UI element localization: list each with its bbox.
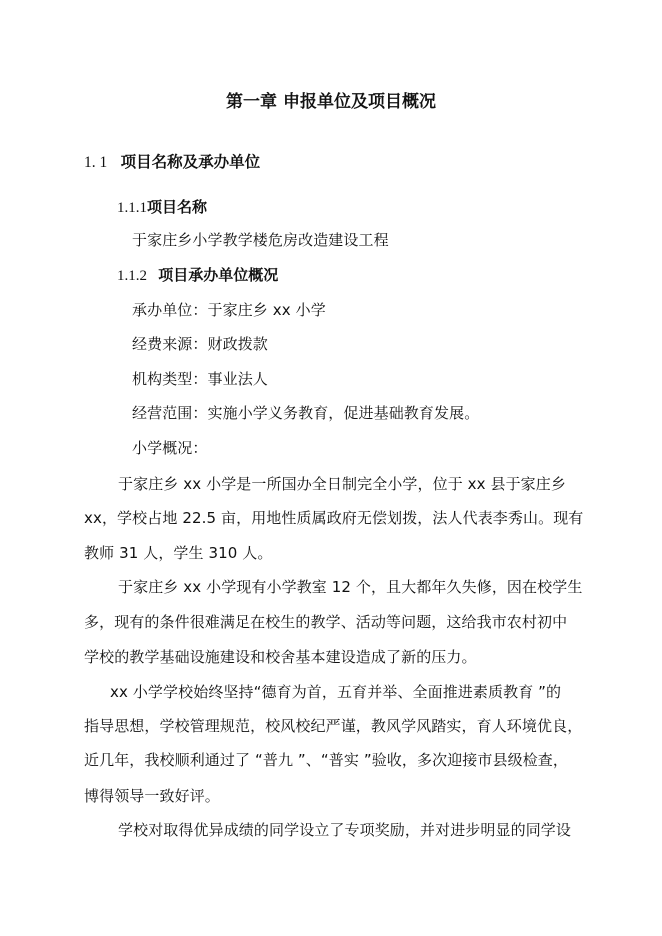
subsection-1-1-2-heading: [117, 268, 278, 284]
paragraph-4-line-1: 学校对取得优异成绩的同学设立了专项奖励，并对进步明显的同学设: [118, 821, 572, 839]
project-name-line: 于家庄乡小学教学楼危房改造建设工程: [132, 231, 389, 249]
info-line-org-type: 机构类型：事业法人: [132, 370, 268, 388]
section-1-1-title: 项目名称及承办单位: [120, 153, 261, 171]
paragraph-3-line-3: 近几年，我校顺利通过了 “普九 ”、“普实 ”验收，多次迎接市县级检查，: [84, 751, 568, 769]
subsection-1-1-1-title: 项目名称: [147, 198, 208, 216]
section-1-1-number: 1. 1: [84, 154, 108, 171]
paragraph-1-line-2: xx，学校占地 22.5 亩，用地性质属政府无偿划拨，法人代表李秀山。现有: [84, 509, 584, 527]
subsection-1-1-2-title: 项目承办单位概况: [158, 266, 279, 284]
paragraph-3-line-4: 博得领导一致好评。: [84, 787, 220, 805]
paragraph-1-line-1: 于家庄乡 xx 小学是一所国办全日制完全小学，位于 xx 县于家庄乡: [118, 475, 566, 493]
paragraph-2-line-2: 多，现有的条件很难满足在校生的教学、活动等问题，这给我市农村初中: [84, 613, 568, 631]
info-line-business-scope: 经营范围：实施小学义务教育，促进基础教育发展。: [132, 404, 480, 422]
paragraph-2-line-1: 于家庄乡 xx 小学现有小学教室 12 个，且大都年久失修，因在校学生: [118, 578, 583, 596]
subsection-1-1-1-heading: [117, 200, 207, 216]
paragraph-1-line-3: 教师 31 人，学生 310 人。: [84, 544, 273, 562]
info-line-sponsor: 承办单位：于家庄乡 xx 小学: [132, 301, 326, 319]
paragraph-3-line-2: 指导思想，学校管理规范，校风校纪严谨，教风学风踏实，育人环境优良，: [84, 717, 583, 735]
info-line-school-overview: 小学概况：: [132, 439, 208, 457]
subsection-1-1-1-number: 1.1.1: [117, 200, 147, 216]
paragraph-3-line-1: xx 小学学校始终坚持“德育为首，五育并举、全面推进素质教育 ”的: [110, 683, 562, 701]
chapter-title: 第一章 申报单位及项目概况: [226, 92, 436, 112]
section-1-1-heading: [84, 155, 260, 171]
info-line-funding: 经费来源：财政拨款: [132, 335, 268, 353]
subsection-1-1-2-number: 1.1.2: [117, 268, 147, 284]
paragraph-2-line-3: 学校的教学基础设施建设和校舍基本建设造成了新的压力。: [84, 648, 477, 666]
